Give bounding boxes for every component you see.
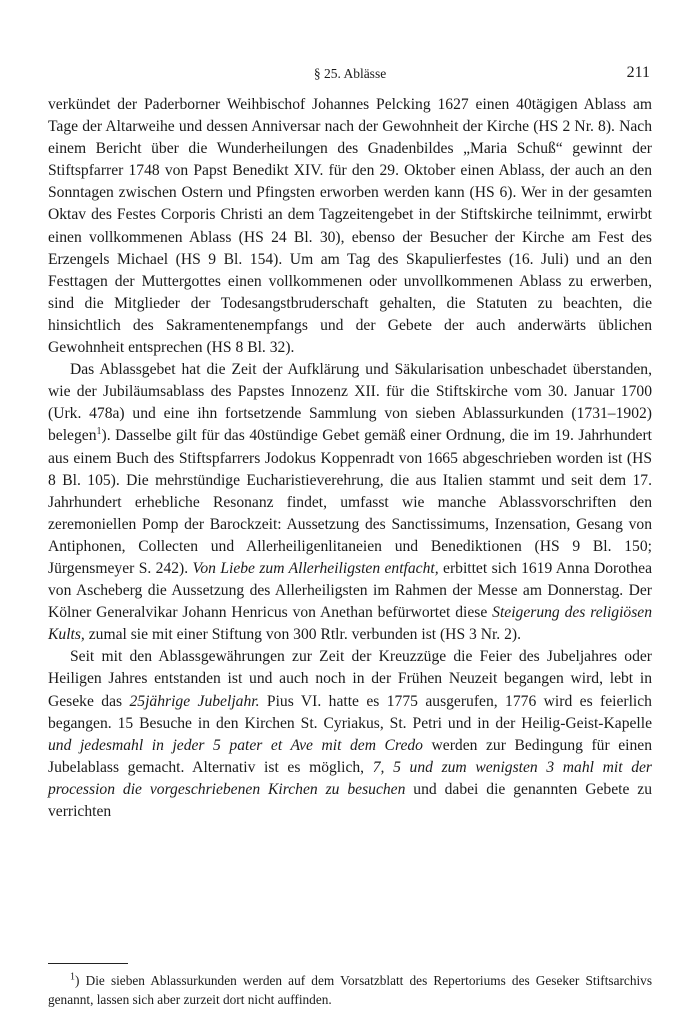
paragraph (48, 646, 652, 823)
italic-quote: Von Liebe zum Allerheiligsten entfacht, (192, 559, 439, 577)
text-run: verkündet der Paderborner Weihbischof Johannes Pelcking 1627 einen 40tägigen Ablass am Tage der Altarweihe und dessen Anniversar nach der Gewohnheit der Kirche (HS 2 Nr. 8). Nach einem Bericht über die Wunderheilungen des Gnadenbildes „Maria Schuß“ gewinnt der Stiftspfarrer 1748 von Papst Benedikt XIV. für den 29. Oktober einen Ablass, der auch an den Sonntagen zwischen Ostern und Pfingsten erworben werden kann (HS 6). Wer in der gesamten Oktav des Festes Corporis Christi an dem Tagzeitengebet in der Stiftskirche teilnimmt, erwirbt einen vollkommenen Ablass (HS 24 Bl. 30), ebenso der Besucher der Kirche am Fest des Erzengels Michael (HS 9 Bl. 154). Um am Tag des Skapulierfestes (16. Juli) und an den Festtagen der Muttergottes einen vollkommenen oder unvollkommenen Ablass zu erwerben, sind die Mitglieder der Todesangstbruderschaft gehalten, die Statuten zu beachten, die hinsichtlich des Sakramentenempfangs und der Gebete der auch anderwärts üblichen Gewohnheit entsprechen (HS 8 Bl. 32). (48, 96, 652, 357)
paragraph (48, 359, 652, 646)
footnote-reference: 1 (96, 426, 102, 438)
footnote-marker: 1 (70, 971, 75, 983)
italic-quote: 25jährige Jubeljahr. (129, 692, 260, 710)
text-run: Das Ablassgebet hat die Zeit der Aufklärung und Säkularisation unbeschadet überstanden, wie der Jubiläumsablass des Papstes Innozenz XII. für die Stiftskirche vom 30. Januar 1700 (Urk. 478a) und eine ihn fortsetzende Sammlung von sieben Ablassurkunden (1731–1902) belegen (48, 361, 652, 445)
body-text (48, 94, 652, 823)
text-run: Seit mit den Ablassgewährungen zur Zeit der Kreuzzüge die Feier des Jubeljahres oder Heiligen Jahres entstanden ist und auch noch in der Frühen Neuzeit begangen wird, lebt in Geseke das (48, 648, 652, 710)
running-head (48, 64, 652, 84)
footnote-marker-paren: ) (75, 973, 80, 988)
section-title: § 25. Ablässe (313, 66, 387, 81)
text-run: ). Dasselbe gilt für das 40stündige Gebet gemäß einer Ordnung, die im 19. Jahrhundert aus einem Buch des Stiftspfarrers Jodokus Koppenradt von 1665 abgeschrieben worden ist (HS 8 Bl. 105). Die mehrstündige Eucharistieverehrung, die aus Italien stammt und seit dem 17. Jahrhundert erhebliche Resonanz findet, umfasst wie manche Ablassvorschriften den zeremoniellen Pomp der Barockzeit: Aussetzung des Sanctissimums, Inzensation, Gesang von Antiphonen, Collecten und Allerheiligenlitaneien und Benediktionen (HS 9 Bl. 150; Jürgensmeyer S. 242). (48, 427, 652, 577)
text-run: werden zur Bedingung für einen Jubelablass gemacht. Alternativ ist es möglich, (48, 736, 652, 776)
footnote-text: Die sieben Ablassurkunden werden auf dem Vorsatzblatt des Repertoriums des Geseker Stiftsarchivs genannt, lassen sich aber zurzeit dort nicht auffinden. (48, 973, 652, 1007)
page-number: 211 (626, 64, 650, 81)
footnote-divider (48, 963, 128, 964)
text-run: Pius VI. hatte es 1775 ausgerufen, 1776 wird es feierlich begangen. 15 Besuche in den Kirchen St. Cyriakus, St. Petri und in der Heilig-Geist-Kapelle (48, 692, 652, 732)
italic-quote: und jedesmahl in jeder 5 pater et Ave mit dem Credo (48, 736, 423, 754)
text-run: und dabei die genannten Gebete zu verrichten (48, 780, 652, 820)
italic-quote: Steigerung des religiösen Kults, (48, 604, 653, 644)
footnote (48, 971, 652, 1009)
italic-quote: 7, 5 und zum wenigsten 3 mahl mit der procession die vorgeschriebenen Kirchen zu besuchen (48, 758, 652, 798)
text-run: zumal sie mit einer Stiftung von 300 Rtlr. verbunden ist (HS 3 Nr. 2). (84, 626, 521, 644)
paragraph (48, 94, 652, 359)
book-page (48, 0, 652, 1036)
text-run: erbittet sich 1619 Anna Dorothea von Ascheberg die Aussetzung des Allerheiligsten im Rahmen der Messe am Donnerstag. Der Kölner Generalvikar Johann Henricus von Anethan befürwortet diese (48, 559, 652, 622)
